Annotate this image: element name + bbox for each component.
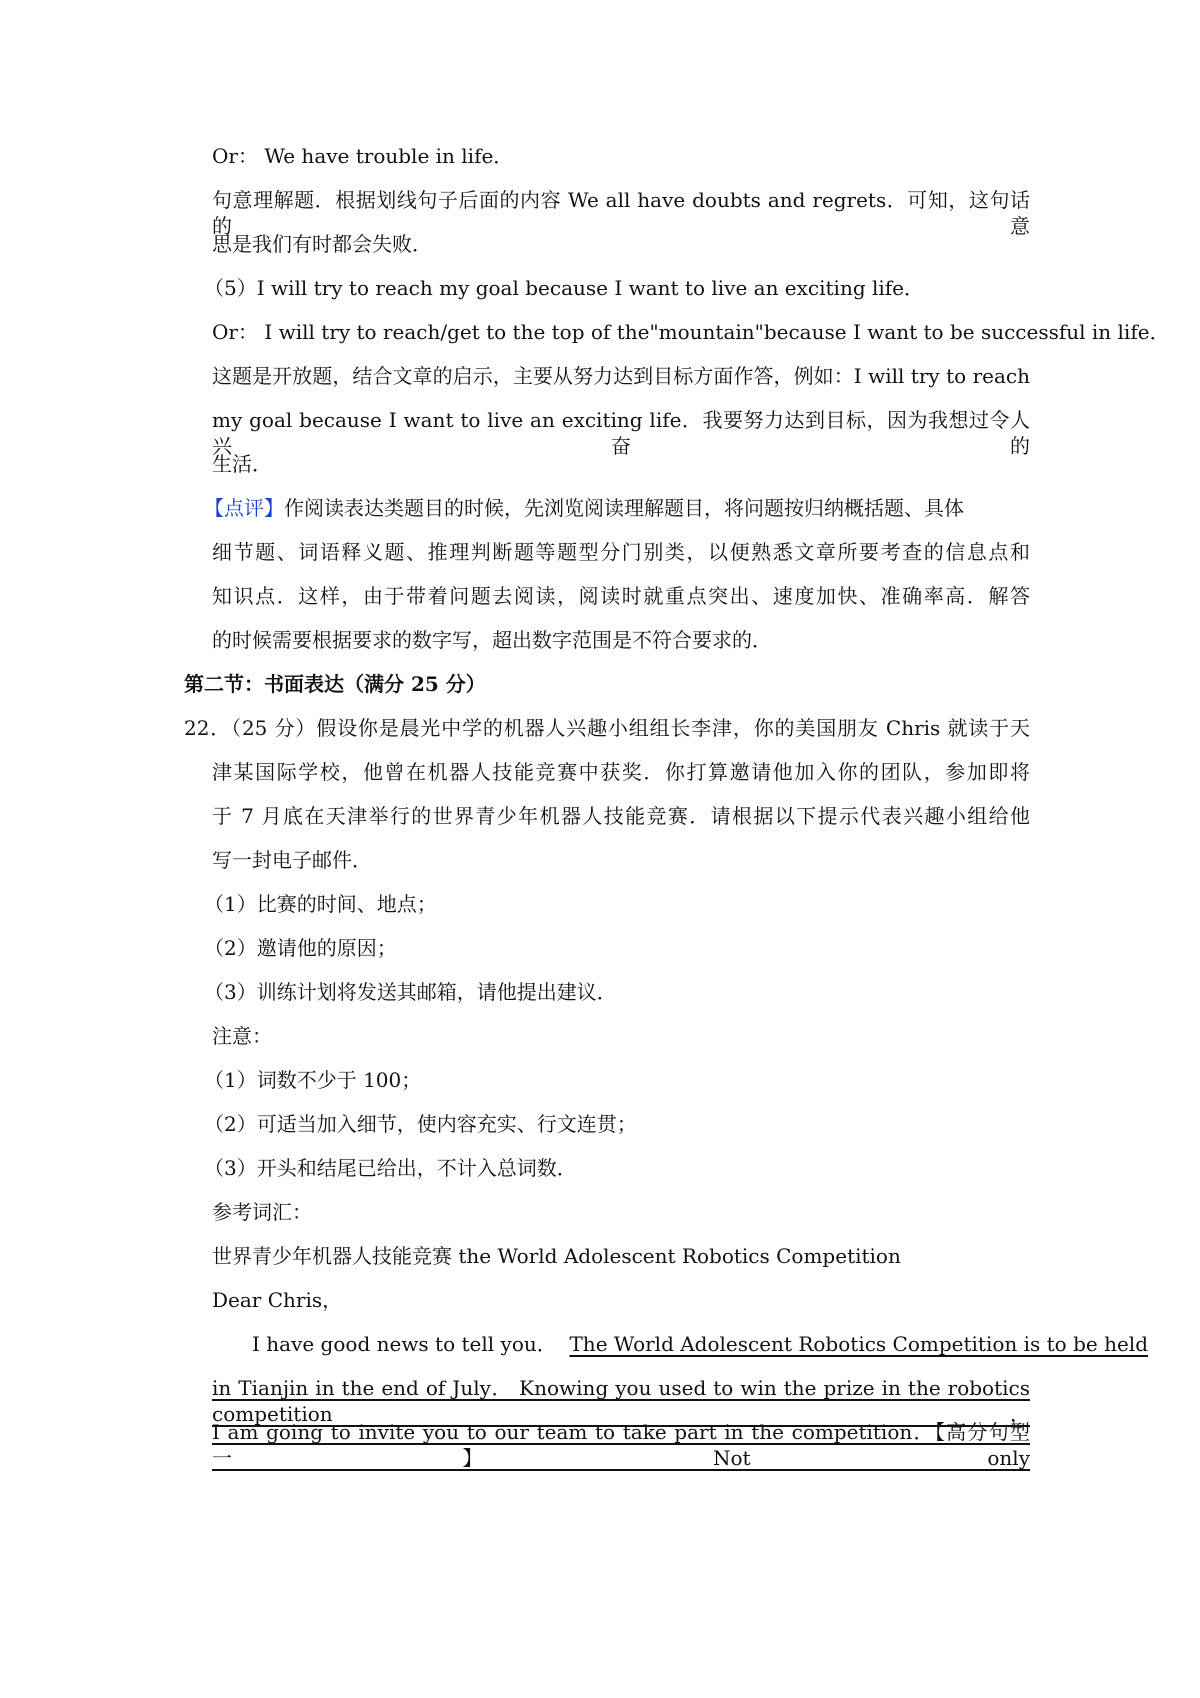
note-heading: 注意：: [212, 1024, 272, 1048]
note-item: （3）开头和结尾已给出，不计入总词数．: [204, 1156, 577, 1180]
note-item: （2）可适当加入细节，使内容充实、行文连贯；: [204, 1112, 637, 1136]
letter-line: I am going to invite you to our team to take part in the competition．【高分句型一】Not only: [212, 1420, 1030, 1470]
question-line: 津某国际学校，他曾在机器人技能竞赛中获奖．你打算邀请他加入你的团队，参加即将: [212, 760, 1030, 784]
vocab-item: 世界青少年机器人技能竞赛 the World Adolescent Robotics Competition: [212, 1244, 901, 1268]
note-item: （1）词数不少于 100；: [204, 1068, 422, 1092]
explanation-line: 这题是开放题，结合文章的启示，主要从努力达到目标方面作答，例如：I will try to reach: [212, 364, 1030, 388]
explanation-line: 句意理解题．根据划线句子后面的内容 We all have doubts and regrets．可知，这句话的意: [212, 188, 1030, 238]
letter-underlined-text: The World Adolescent Robotics Competition is to be held: [569, 1332, 1148, 1356]
letter-opening: I have good news to tell you．: [252, 1332, 557, 1356]
comment-line: 知识点．这样，由于带着问题去阅读，阅读时就重点突出、速度加快、准确率高．解答: [212, 584, 1030, 608]
letter-line: [252, 1331, 1148, 1357]
answer-line: Or： We have trouble in life．: [212, 144, 514, 168]
hint-item: （2）邀请他的原因；: [204, 936, 397, 960]
letter-salutation: Dear Chris，: [212, 1288, 343, 1312]
hint-item: （3）训练计划将发送其邮箱，请他提出建议．: [204, 980, 617, 1004]
explanation-line: 思是我们有时都会失败．: [212, 232, 432, 256]
comment-line: 的时候需要根据要求的数字写，超出数字范围是不符合要求的．: [212, 628, 772, 652]
comment-line: [204, 495, 1030, 521]
explanation-line: my goal because I want to live an exciting life．我要努力达到目标，因为我想过令人兴奋的: [212, 408, 1030, 458]
hint-item: （1）比赛的时间、地点；: [204, 892, 437, 916]
comment-text: 作阅读表达类题目的时候，先浏览阅读理解题目，将问题按归纳概括题、具体: [284, 496, 964, 520]
letter-line: in Tianjin in the end of July． Knowing you used to win the prize in the robotics competition，: [212, 1376, 1030, 1426]
vocab-heading: 参考词汇：: [212, 1200, 312, 1224]
question-line: 22．（25 分）假设你是晨光中学的机器人兴趣小组组长李津，你的美国朋友 Chris 就读于天: [184, 716, 1030, 740]
question-line: 写一封电子邮件．: [212, 848, 372, 872]
section-heading: 第二节：书面表达（满分 25 分）: [184, 672, 486, 696]
answer-line: （5）I will try to reach my goal because I want to live an exciting life．: [204, 276, 925, 300]
comment-tag: 【点评】: [204, 496, 284, 520]
question-line: 于 7 月底在天津举行的世界青少年机器人技能竞赛．请根据以下提示代表兴趣小组给他: [212, 804, 1030, 828]
explanation-line: 生活．: [212, 452, 272, 476]
comment-line: 细节题、词语释义题、推理判断题等题型分门别类，以便熟悉文章所要考查的信息点和: [212, 540, 1030, 564]
answer-line: Or： I will try to reach/get to the top of the"mountain"because I want to be successful in life．: [212, 320, 1170, 344]
